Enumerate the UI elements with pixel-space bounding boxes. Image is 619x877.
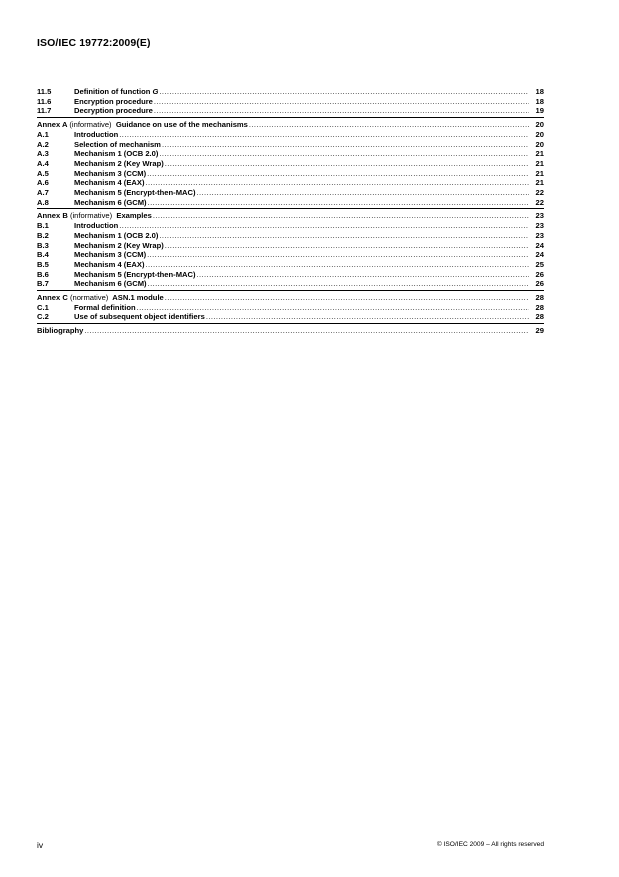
toc-annex-c[interactable] — [37, 293, 544, 303]
dot-leader — [154, 97, 529, 107]
toc-entry-a-2[interactable] — [37, 140, 544, 150]
toc-entry-title: Mechanism 3 (CCM) — [74, 168, 147, 178]
toc-entry-number: A.4 — [37, 158, 49, 168]
annex-heading: Annex A (informative) Guidance on use of the mechanisms — [37, 120, 248, 130]
toc-bibliography[interactable] — [37, 326, 544, 336]
toc-entry-number: B.7 — [37, 279, 49, 289]
toc-entry-page: 20 — [535, 129, 544, 139]
toc-entry-title: Formal definition — [74, 302, 136, 312]
toc-entry-title: Mechanism 5 (Encrypt-then-MAC) — [74, 269, 196, 279]
toc-entry-title: Mechanism 1 (OCB 2.0) — [74, 149, 159, 159]
toc-entry-b-1[interactable] — [37, 221, 544, 231]
toc-entry-page: 23 — [535, 230, 544, 240]
toc-entry-number: A.5 — [37, 168, 49, 178]
toc-entry-number: B.5 — [37, 259, 49, 269]
toc-entry-page: 23 — [535, 211, 544, 221]
toc-entry-a-7[interactable] — [37, 188, 544, 198]
toc-entry-title: Mechanism 1 (OCB 2.0) — [74, 230, 159, 240]
toc-entry-page: 18 — [535, 87, 544, 96]
dot-leader — [119, 221, 529, 231]
toc-entry-page: 19 — [535, 106, 544, 116]
toc-entry-title: Introduction — [74, 221, 119, 231]
toc-entry-11-5[interactable] — [37, 87, 544, 97]
table-of-contents — [37, 87, 544, 336]
dot-leader — [145, 178, 529, 188]
toc-annex-b[interactable] — [37, 211, 544, 221]
toc-entry-b-5[interactable] — [37, 260, 544, 270]
toc-entry-number: C.2 — [37, 312, 49, 322]
toc-entry-title: Mechanism 5 (Encrypt-then-MAC) — [74, 188, 196, 198]
toc-entry-number: A.6 — [37, 178, 49, 188]
toc-entry-title: Mechanism 2 (Key Wrap) — [74, 240, 164, 250]
toc-entry-title: Mechanism 4 (EAX) — [74, 259, 145, 269]
toc-entry-number: C.1 — [37, 302, 49, 312]
toc-entry-page: 18 — [535, 96, 544, 106]
toc-entry-page: 28 — [535, 293, 544, 303]
toc-entry-page: 24 — [535, 240, 544, 250]
toc-entry-title: Mechanism 6 (GCM) — [74, 279, 147, 289]
toc-entry-page: 20 — [535, 139, 544, 149]
toc-entry-b-2[interactable] — [37, 231, 544, 241]
toc-entry-page: 23 — [535, 221, 544, 231]
toc-entry-page: 26 — [535, 269, 544, 279]
divider — [37, 323, 544, 324]
toc-entry-page: 22 — [535, 197, 544, 207]
toc-entry-number: 11.6 — [37, 96, 52, 106]
dot-leader — [153, 211, 529, 221]
dot-leader — [159, 87, 529, 97]
dot-leader — [159, 149, 529, 159]
toc-entry-number: 11.7 — [37, 106, 52, 116]
toc-entry-page: 21 — [535, 158, 544, 168]
toc-entry-title: Bibliography — [37, 326, 84, 336]
dot-leader — [165, 293, 529, 303]
toc-entry-page: 21 — [535, 178, 544, 188]
dot-leader — [165, 241, 529, 251]
dot-leader — [154, 106, 529, 116]
toc-entry-page: 28 — [535, 302, 544, 312]
toc-entry-a-3[interactable] — [37, 149, 544, 159]
dot-leader — [137, 303, 529, 313]
toc-entry-number: A.2 — [37, 139, 49, 149]
toc-entry-a-8[interactable] — [37, 198, 544, 208]
toc-annex-a[interactable] — [37, 120, 544, 130]
toc-entry-title: Definition of function G — [74, 87, 159, 96]
toc-entry-page: 20 — [535, 120, 544, 130]
toc-entry-b-7[interactable] — [37, 279, 544, 289]
dot-leader — [147, 169, 529, 179]
toc-entry-number: B.2 — [37, 230, 49, 240]
toc-entry-title: Mechanism 4 (EAX) — [74, 178, 145, 188]
toc-entry-11-6[interactable] — [37, 97, 544, 107]
dot-leader — [84, 326, 529, 336]
dot-leader — [197, 270, 529, 280]
toc-entry-b-3[interactable] — [37, 241, 544, 251]
toc-entry-a-6[interactable] — [37, 178, 544, 188]
toc-entry-c-1[interactable] — [37, 303, 544, 313]
dot-leader — [147, 250, 529, 260]
toc-entry-page: 26 — [535, 279, 544, 289]
toc-entry-page: 25 — [535, 259, 544, 269]
divider — [37, 117, 544, 118]
toc-entry-b-4[interactable] — [37, 250, 544, 260]
toc-entry-number: 11.5 — [37, 87, 52, 96]
toc-entry-number: A.3 — [37, 149, 49, 159]
footer-copyright: © ISO/IEC 2009 – All rights reserved — [436, 841, 544, 848]
toc-entry-title: Use of subsequent object identifiers — [74, 312, 205, 322]
toc-entry-number: B.1 — [37, 221, 49, 231]
toc-entry-page: 21 — [535, 168, 544, 178]
toc-entry-number: A.8 — [37, 197, 49, 207]
toc-entry-number: B.4 — [37, 250, 49, 260]
toc-entry-title: Encryption procedure — [74, 96, 153, 106]
divider — [37, 208, 544, 209]
toc-entry-page: 22 — [535, 188, 544, 198]
toc-entry-title: Selection of mechanism — [74, 139, 161, 149]
toc-entry-number: A.7 — [37, 188, 49, 198]
toc-entry-page: 29 — [535, 326, 544, 336]
toc-entry-title: Introduction — [74, 129, 119, 139]
toc-entry-a-4[interactable] — [37, 159, 544, 169]
dot-leader — [159, 231, 529, 241]
toc-entry-title: Decryption procedure — [74, 106, 153, 116]
dot-leader — [206, 312, 529, 322]
dot-leader — [197, 188, 529, 198]
toc-entry-c-2[interactable] — [37, 312, 544, 322]
toc-entry-b-6[interactable] — [37, 270, 544, 280]
toc-entry-title: Mechanism 3 (CCM) — [74, 250, 147, 260]
document-header-title: ISO/IEC 19772:2009(E) — [37, 37, 151, 49]
dot-leader — [148, 279, 529, 289]
toc-entry-number: B.3 — [37, 240, 49, 250]
dot-leader — [119, 130, 529, 140]
divider — [37, 290, 544, 291]
toc-entry-page: 21 — [535, 149, 544, 159]
toc-entry-11-7[interactable] — [37, 106, 544, 116]
toc-entry-page: 28 — [535, 312, 544, 322]
italic-symbol-g: G — [152, 87, 159, 96]
toc-entry-number: A.1 — [37, 129, 49, 139]
annex-heading: Annex B (informative) Examples — [37, 211, 152, 221]
toc-entry-a-1[interactable] — [37, 130, 544, 140]
toc-entry-page: 24 — [535, 250, 544, 260]
toc-entry-title: Mechanism 2 (Key Wrap) — [74, 158, 164, 168]
dot-leader — [165, 159, 529, 169]
footer-page-number: iv — [37, 840, 44, 850]
dot-leader — [249, 120, 529, 130]
toc-entry-number: B.6 — [37, 269, 49, 279]
dot-leader — [162, 140, 529, 150]
dot-leader — [148, 198, 529, 208]
toc-entry-a-5[interactable] — [37, 169, 544, 179]
annex-heading: Annex C (normative) ASN.1 module — [37, 293, 164, 303]
toc-entry-title: Mechanism 6 (GCM) — [74, 197, 147, 207]
dot-leader — [145, 260, 529, 270]
